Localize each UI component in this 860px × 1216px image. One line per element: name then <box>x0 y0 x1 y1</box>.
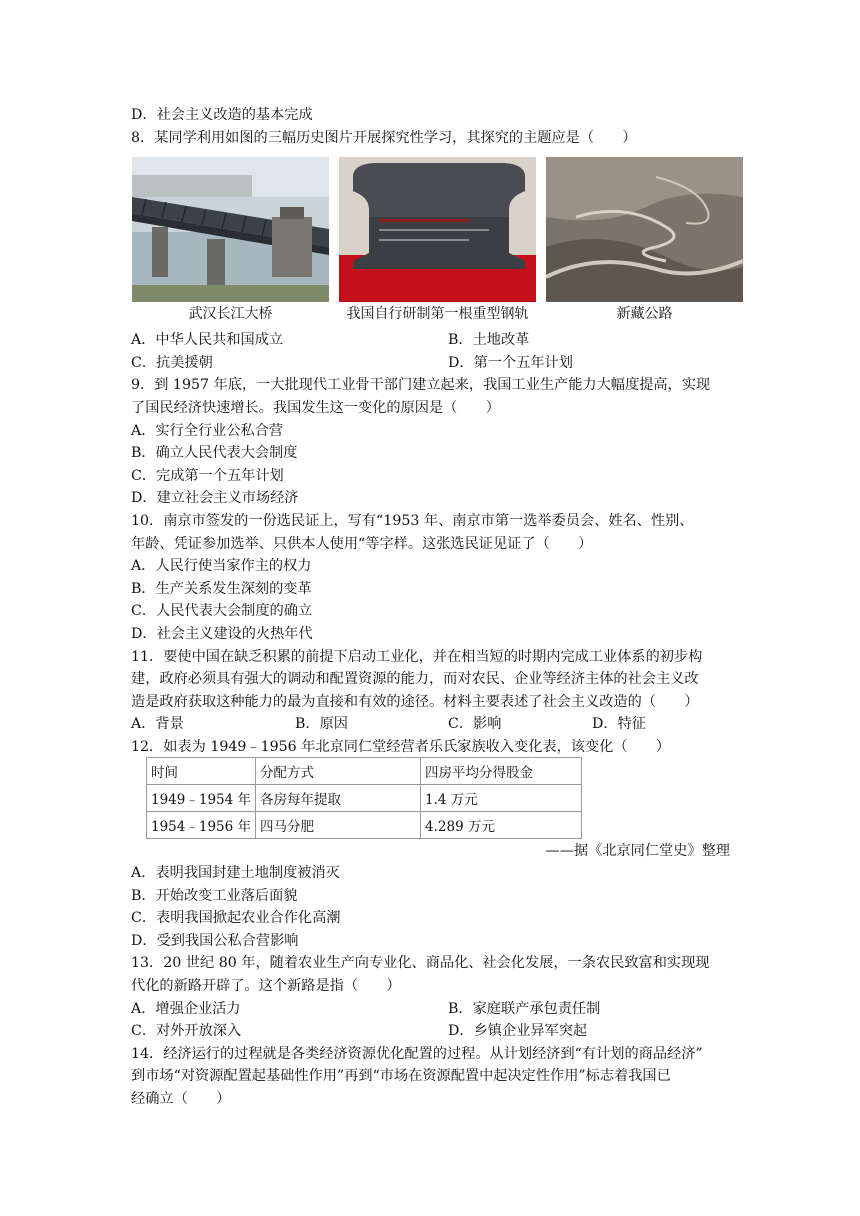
q11-stem-line1: 11．要使中国在缺乏积累的前提下启动工业化，并在相当短的时期内完成工业体系的初步构 <box>131 649 703 665</box>
table-header-cell: 时间 <box>147 758 256 785</box>
q8-option-a: A．中华人民共和国成立 <box>131 332 284 348</box>
table-row <box>147 785 582 812</box>
q9-stem-line2: 了国民经济快速增长。我国发生这一变化的原因是（ ） <box>131 400 500 416</box>
q13-option-a: A．增强企业活力 <box>131 1001 241 1017</box>
q11-option-c: C．影响 <box>448 716 502 732</box>
q11-option-a: A．背景 <box>131 716 184 732</box>
q10-stem-line1: 10．南京市签发的一份选民证上，写有“1953 年、南京市第一选举委员会、姓名、性别、 <box>131 513 694 529</box>
table-cell: 1.4 万元 <box>421 785 582 812</box>
q12-stem: 12．如表为 1949﹣1956 年北京同仁堂经营者乐氏家族收入变化表，该变化（ ） <box>131 739 671 755</box>
table-cell: 各房每年提取 <box>256 785 421 812</box>
q12-option-c: C．表明我国掀起农业合作化高潮 <box>131 910 341 926</box>
steel-rail-caption: 我国自行研制第一根重型钢轨 <box>346 306 529 322</box>
q9-option-a: A．实行全行业公私合营 <box>131 423 284 439</box>
q10-option-a: A．人民行使当家作主的权力 <box>131 558 312 574</box>
table-header-row <box>147 758 582 785</box>
q8-option-b: B．土地改革 <box>448 332 530 348</box>
q9-option-b: B．确立人民代表大会制度 <box>131 445 298 461</box>
table-row <box>147 812 582 839</box>
q8-option-c: C．抗美援朝 <box>131 355 213 371</box>
income-table <box>146 757 582 839</box>
q12-option-a: A．表明我国封建土地制度被消灭 <box>131 865 340 881</box>
xinjiang-tibet-road-photo <box>546 157 743 302</box>
q11-option-d: D．特征 <box>592 716 646 732</box>
q8-stem: 8．某同学利用如图的三幅历史图片开展探究性学习，其探究的主题应是（ ） <box>131 130 637 146</box>
q11-option-b: B．原因 <box>295 716 348 732</box>
q13-option-b: B．家庭联产承包责任制 <box>448 1001 601 1017</box>
table-source: ——据《北京同仁堂史》整理 <box>545 843 730 859</box>
q7-option-d: D．社会主义改造的基本完成 <box>131 107 313 123</box>
q10-stem-line2: 年龄、凭证参加选举、只供本人使用“等字样。这张选民证见证了（ ） <box>131 536 593 552</box>
q8-option-d: D．第一个五年计划 <box>448 355 573 371</box>
table-cell: 四马分肥 <box>256 812 421 839</box>
q14-stem-line3: 经确立（ ） <box>131 1091 231 1107</box>
q9-option-d: D．建立社会主义市场经济 <box>131 490 299 506</box>
road-caption: 新藏公路 <box>616 306 673 322</box>
q14-stem-line1: 14．经济运行的过程就是各类经济资源优化配置的过程。从计划经济到“有计划的商品经济” <box>131 1046 703 1062</box>
q11-stem-line2: 建，政府必须具有强大的调动和配置资源的能力，而对农民、企业等经济主体的社会主义改 <box>131 671 699 687</box>
q13-stem-line2: 代化的新路开辟了。这个新路是指（ ） <box>131 978 401 994</box>
q10-option-d: D．社会主义建设的火热年代 <box>131 626 313 642</box>
q12-option-b: B．开始改变工业落后面貌 <box>131 888 298 904</box>
q14-stem-line2: 到市场“对资源配置起基础性作用”再到“市场在资源配置中起决定性作用”标志着我国已 <box>131 1068 671 1084</box>
table-header-cell: 分配方式 <box>256 758 421 785</box>
table-header-cell: 四房平均分得股金 <box>421 758 582 785</box>
q10-option-c: C．人民代表大会制度的确立 <box>131 603 313 619</box>
q13-option-c: C．对外开放深入 <box>131 1023 242 1039</box>
q11-stem-line3: 造是政府获取这种能力的最为直接和有效的途径。材料主要表述了社会主义改造的（ ） <box>131 694 699 710</box>
q9-stem-line1: 9．到 1957 年底，一大批现代工业骨干部门建立起来，我国工业生产能力大幅度提高，实现 <box>131 377 711 393</box>
q13-stem-line1: 13．20 世纪 80 年，随着农业生产向专业化、商品化、社会化发展，一条农民致富和实现现 <box>131 955 710 971</box>
q10-option-b: B．生产关系发生深刻的变革 <box>131 581 312 597</box>
table-cell: 1949﹣1954 年 <box>147 785 256 812</box>
q12-option-d: D．受到我国公私合营影响 <box>131 933 299 949</box>
steel-rail-photo <box>339 157 536 302</box>
bridge-photo <box>132 157 329 302</box>
q9-option-c: C．完成第一个五年计划 <box>131 468 284 484</box>
table-cell: 1954﹣1956 年 <box>147 812 256 839</box>
bridge-caption: 武汉长江大桥 <box>188 306 273 322</box>
table-cell: 4.289 万元 <box>421 812 582 839</box>
q13-option-d: D．乡镇企业异军突起 <box>448 1023 588 1039</box>
